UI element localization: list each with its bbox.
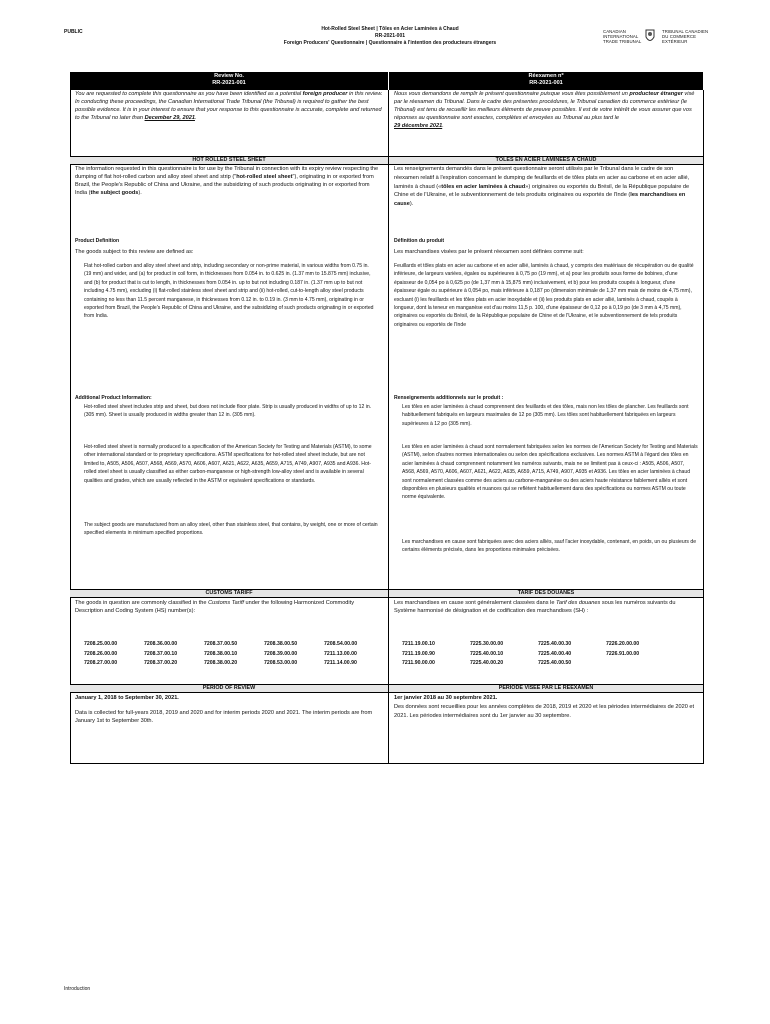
title-line-3: Foreign Producers' Questionnaire | Questionnaire à l'intention des producteurs étrangers <box>283 40 497 46</box>
review-title-fr: Réexamen nº <box>528 73 564 79</box>
hs-code: 7211.14.00.90 <box>324 660 357 666</box>
sheet-tab-name: Introduction <box>64 986 91 992</box>
section-heading-goods-fr: TÔLES EN ACIER LAMINÉES À CHAUD <box>389 156 703 165</box>
review-intro-fr: Nous vous demandons de remplir le présent questionnaire puisque vous êtes possiblement un producteur étranger visé par le réexamen du Tribunal. Dans le cadre des présentes procédures, le Tribunal canadien du commerce extérieur (le Tribunal) est tenu de recueillir les meilleurs éléments de preuve possibles. Il est de votre intérêt de vous assurer que vos réponses au questionnaire sont exactes, complètes et envoyées au Tribunal au plus tard le 29 décembre 2021. <box>394 91 695 130</box>
hs-code: 7225.40.00.50 <box>538 660 572 666</box>
hs-code <box>606 659 674 668</box>
review-intro-en: You are requested to complete this questionnaire as you have been identified as a potential foreign producer in this review. In conducting these proceedings, the Canadian International Trade Tribunal (the Tribunal) is required to gather the best possible evidence. It is in your interest to ensure that your response to this questionnaire is accurate, complete and returned to the Tribunal no later than December 29, 2021. <box>75 91 383 122</box>
document-title <box>240 26 540 47</box>
hs-code: 7226.91.00.00 <box>606 650 640 657</box>
period-text-fr: Des données sont recueillies pour les années complètes de 2018, 2019 et 2020 et les périodes intermédiaires de 2020 et 2021. Les périodes intermédiaires sont du 1er janvier au 30 septembre. <box>394 704 695 719</box>
definition-body-en: Flat hot-rolled carbon and alloy steel sheet and strip, including secondary or non-prime material, in various widths from 0.75 in. (19 mm) and wider, and (a) for product in coil form, in thicknesses from 0.054 in. to 0.625 in. (1.37 mm to 15.875 mm) inclusive, and (b) for product that is cut to length, in thicknesses from 0.054 in. up to but not including 0.187 in. (1.37 mm up to but not including 4.75 mm), excluding (i) flat-rolled stainless steel sheet and strip and (ii) hot-rolled, cut-to-length alloy steel products containing no less than 11.5 percent manganese, in thicknesses from 0.12 in. to 0.19 in. (3 mm to 4.75 mm), originating in or exported from Brazil, the People's Republic of China and Ukraine, and the subsidizing of such products originating in or exported from India. <box>84 263 374 320</box>
tariff-text-en: The goods in question are commonly classified in the Customs Tariff under the following Harmonized Commodity Description and Coding System (HS) number(s): <box>75 600 355 615</box>
section-heading-period-en: PERIOD OF REVIEW <box>70 684 388 693</box>
period-dates-fr: 1er janvier 2018 au 30 septembre 2021. <box>394 695 498 701</box>
tribunal-logo-fr <box>662 29 708 44</box>
additional-p3-en: The subject goods are manufactured from an alloy steel, other than stainless steel, that contains, by weight, one or more of certain specified elements in minimum specified proportions. <box>84 522 378 537</box>
hs-code: 7208.53.00.00 <box>264 660 298 666</box>
coat-of-arms-icon <box>643 28 657 45</box>
hs-code: 7208.25.00.00 <box>84 641 118 647</box>
review-header-en <box>70 72 388 90</box>
section-heading-tariff-en: CUSTOMS TARIFF <box>70 589 388 598</box>
hs-code: 7211.19.00.10 <box>402 641 435 647</box>
section-heading-period-fr: PÉRIODE VISÉE PAR LE RÉEXAMEN <box>389 684 703 693</box>
hs-code: 7225.40.00.30 <box>538 641 572 647</box>
hs-code: 7208.38.00.10 <box>204 650 238 657</box>
deadline-en: December 29, 2021 <box>144 115 195 122</box>
hs-code: 7211.13.00.00 <box>324 650 357 657</box>
hs-code: 7208.38.00.50 <box>264 641 298 647</box>
tariff-text-fr: Les marchandises en cause sont généralement classées dans le Tarif des douanes sous les numéros suivants du Système harmonisé de désignation et de codification des marchandises (SH) : <box>394 600 676 615</box>
definition-heading-fr: Définition du produit <box>394 238 445 244</box>
hs-code: 7208.37.00.50 <box>204 641 238 647</box>
left-border <box>70 90 71 763</box>
review-header-fr <box>389 72 703 90</box>
hs-code: 7208.37.00.20 <box>144 660 178 666</box>
hs-code: 7208.37.00.10 <box>144 650 178 657</box>
deadline-fr: 29 décembre 2021 <box>394 123 443 130</box>
section-heading-tariff-fr: TARIF DES DOUANES <box>389 589 703 598</box>
review-title-en: Review No. <box>214 73 244 79</box>
hs-code: 7225.40.00.10 <box>470 650 504 657</box>
hs-code: 7208.36.00.00 <box>144 641 178 647</box>
table-bottom-border <box>70 763 704 764</box>
logo-fr-line-2: DU COMMERCE <box>662 34 697 39</box>
additional-p3-fr: Les marchandises en cause sont fabriquées avec des aciers alliés, sauf l'acier inoxydable, contenant, en poids, un ou plusieurs de certains éléments précisés, dans les proportions minimales précisées. <box>402 539 697 554</box>
section-heading-goods-en: HOT ROLLED STEEL SHEET <box>70 156 388 165</box>
period-dates-en: January 1, 2018 to September 30, 2021. <box>75 695 179 701</box>
hs-code: 7208.38.00.20 <box>204 660 238 666</box>
definition-heading-en: Product Definition <box>75 238 120 244</box>
additional-p2-en: Hot-rolled steel sheet is normally produced to a specification of the American Society for Testing and Materials (ASTM), to some other international standard or to proprietary specifications. ASTM specifications for hot-rolled steel sheet include, but are not limited to, A505, A506, A507, A568, A569, A570, A606, A607, A621, A622, A635, A659, A715, A749, A907, A935 and A936. Hot-rolled steel sheet is usually classified as either carbon-manganese or high-strength low-alloy steel and is available in several qualities and grades, which are usually reflected in the ASTM or equivalent specifications or standards. <box>84 444 372 484</box>
tribunal-logo-en <box>603 29 641 44</box>
definition-body-fr: Feuillards et tôles plats en acier au carbone et en acier allié, laminés à chaud, y compris des matériaux de récupération ou de qualité inférieure, de largeurs variées, égales ou supérieures à 0,75 po (19 mm), et a) pour les produits sous forme de bobines, d'une épaisseur de 0,054 po à 0,625 po (de 1,37 mm à 15,875 mm) inclusivement, et b) pour les produits coupés à longueur, d'une épaisseur égale ou supérieure à 0,054 po, mais inférieure à 0,187 po (dimension minimale de 1,37 mm mais de moins de 4,75 mm), excluant (i) les feuillards et les tôles plats en acier inoxydable et (ii) les produits plats en acier allié, laminés à chaud, coupés à longueur, dont la teneur en manganèse est d'au moins 11,5 p. 100, d'une épaisseur de 0,12 po à 0,19 po (de 3 mm à 4,75 mm), originaires ou exportés du Brésil, de la République populaire de Chine et de l'Ukraine, et le subventionnement de tels produits originaires ou exportés de l'Inde <box>394 263 694 328</box>
logo-en-line-3: TRADE TRIBUNAL <box>603 39 642 44</box>
review-number-fr: RR-2021-001 <box>529 79 563 86</box>
additional-heading-en: Additional Product Information: <box>75 395 152 401</box>
logo-en-line-2: INTERNATIONAL <box>603 34 639 39</box>
hs-codes-en <box>84 640 384 668</box>
hs-codes-fr <box>402 640 702 668</box>
additional-p2-fr: Les tôles en acier laminées à chaud sont normalement fabriquées selon les normes de l'American Society for Testing and Materials (ASTM), selon d'autres normes internationales ou selon des spécifications exclusives. Les normes ASTM à l'égard des tôles en acier laminées à chaud comprennent notamment les numéros suivants, mais ne se limitent pas à ceux-ci : A505, A506, A507, A568, A569, A570, A606, A607, A621, A622, A635, A659, A715, A749, A907, A935 et A936. Les tôles en acier laminées à chaud sont normalement classées comme des aciers au carbone-manganèse ou des aciers haute résistance faiblement alliés et sont disponibles en plusieurs qualités et nuances qui se reflètent habituellement dans des spécifications ou normes ASTM ou toute norme équivalente. <box>402 444 698 501</box>
hs-code: 7211.90.00.00 <box>402 660 435 666</box>
logo-fr-line-3: EXTÉRIEUR <box>662 39 688 44</box>
period-text-en: Data is collected for full-years 2018, 2019 and 2020 and for interim periods 2020 and 2021. The interim periods are from January 1st to September 30th. <box>75 710 373 725</box>
hs-code: 7208.39.00.00 <box>264 650 298 657</box>
additional-p1-fr: Les tôles en acier laminées à chaud comprennent des feuillards et des tôles, mais non les tôles de plancher. Les feuillards sont habituellement fabriqués en largeurs maximales de 12 po (305 mm). Les tôles sont habituellement fabriquées en largeurs supérieures à 12 po (305 mm). <box>402 404 689 427</box>
hs-code: 7225.30.00.00 <box>470 641 504 647</box>
classification-label: PUBLIC <box>64 29 83 35</box>
goods-text-en: The information requested in this questionnaire is for use by the Tribunal in connection with its expiry review respecting the dumping of flat hot-rolled carbon and alloy steel sheet and strip ("hot-rolled steel sheet"), originating in or exported from Brazil, the People's Republic of China and Ukraine, and the subsidizing of such products originating in or exported from India (the subject goods). <box>75 166 379 197</box>
definition-intro-en: The goods subject to this review are defined as: <box>75 249 194 255</box>
logo-fr-line-1: TRIBUNAL CANADIEN <box>662 29 709 34</box>
additional-p1-en: Hot-rolled steel sheet includes strip and sheet, but does not include floor plate. Strip is usually produced in widths of up to 12 in. (305 mm). Sheet is usually produced in widths greater than 12 in. (305 mm). <box>84 404 372 419</box>
title-line-2: RR-2021-001 <box>374 33 406 39</box>
logo-en-line-1: CANADIAN <box>603 29 627 34</box>
title-line-1: Hot-Rolled Steel Sheet | Tôles en Acier Laminées à Chaud <box>321 26 459 32</box>
additional-heading-fr: Renseignements additionnels sur le produit : <box>394 395 504 401</box>
center-divider <box>388 90 389 763</box>
hs-code: 7226.20.00.00 <box>606 641 640 647</box>
hs-code: 7208.54.00.00 <box>324 641 358 647</box>
hs-code: 7208.27.00.00 <box>84 660 118 666</box>
definition-intro-fr: Les marchandises visées par le présent réexamen sont définies comme suit: <box>394 249 584 255</box>
hs-code: 7211.19.00.90 <box>402 650 435 657</box>
goods-text-fr: Les renseignements demandés dans le présent questionnaire seront utilisés par le Tribunal dans le cadre de son réexamen relatif à l'expiration concernant le dumping de feuillards et de tôles plats en acier au carbone et en acier allié, laminés à chaud («tôles en acier laminées à chaud») originaires ou exportés du Brésil, de la République populaire de Chine et de l'Ukraine, et le subventionnement de tels produits originaires ou exportés de l'Inde (les marchandises en cause). <box>394 166 690 208</box>
hs-code: 7225.40.00.20 <box>470 660 504 666</box>
hs-code: 7225.40.00.40 <box>538 650 572 657</box>
right-border <box>703 90 704 763</box>
review-number-en: RR-2021-001 <box>212 79 246 86</box>
hs-code: 7208.26.00.00 <box>84 650 118 657</box>
